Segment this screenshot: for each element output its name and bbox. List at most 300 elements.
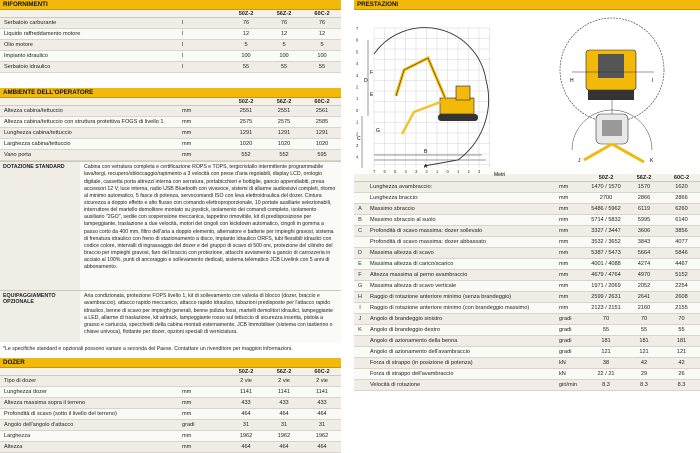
row-value: 464 (303, 442, 341, 453)
row-value: 2551 (265, 106, 303, 117)
row-label: Olio motore (0, 40, 180, 51)
excavator-front-icon (560, 18, 664, 128)
y-tick-label: 1 (356, 96, 359, 102)
row-value: 464 (227, 442, 265, 453)
row-value: 4679 / 4764 (587, 270, 625, 281)
row-value: 42 (663, 358, 700, 369)
row-value: 433 (265, 398, 303, 409)
table-row (354, 380, 700, 391)
row-label: Lunghezza dozer (0, 387, 180, 398)
row-value: 1020 (227, 139, 265, 150)
table-row (354, 248, 700, 259)
row-unit: mm (180, 442, 227, 453)
row-label: Altezza (0, 442, 180, 453)
row-unit: l (180, 29, 227, 40)
table-row (354, 259, 700, 270)
row-value: 3327 / 3447 (587, 226, 625, 237)
row-unit: mm (180, 128, 227, 139)
row-value: 2155 (663, 303, 700, 314)
dim-letter-c: C (357, 136, 361, 142)
row-label: Altezza cabina/tettuccio (0, 106, 180, 117)
row-value: 552 (227, 150, 265, 161)
table-row (0, 18, 341, 29)
row-label: Larghezza (0, 431, 180, 442)
row-value: 55 (625, 325, 663, 336)
row-letter (354, 369, 366, 380)
column-header (0, 10, 341, 18)
row-label: Profondità di scavo (sotto il livello del terreno) (0, 409, 180, 420)
y-tick-label: 6 (356, 37, 359, 43)
y-tick-label: 2 (356, 84, 359, 90)
row-value: 464 (303, 409, 341, 420)
table-row (0, 431, 341, 442)
model-header: 50Z-2 (238, 99, 254, 106)
row-label: Forza di strappo (in posizione di potenza) (366, 358, 557, 369)
ambiente-table (0, 106, 341, 161)
row-value: 5664 (625, 248, 663, 259)
row-value: 31 (303, 420, 341, 431)
row-label: Vano porta (0, 150, 180, 161)
row-value: 3843 (625, 237, 663, 248)
row-value: 1291 (303, 128, 341, 139)
row-unit: mm (180, 409, 227, 420)
row-value: 121 (587, 347, 625, 358)
row-unit: mm (557, 193, 587, 204)
row-value: 55 (265, 62, 303, 73)
row-label: Massima altezza di scavo (366, 248, 557, 259)
x-tick-label: 3 (415, 169, 418, 174)
row-label: Angolo di azionamento della benna (366, 336, 557, 347)
row-unit: mm (557, 270, 587, 281)
table-row (0, 139, 341, 150)
dim-letter-d: D (364, 78, 368, 84)
row-value: 1020 (303, 139, 341, 150)
equipaggiamento-opzionale-text: Aria condizionata, protezione FOPS livello 1, kit di sollevamento con valvola di blocco (dozer, braccio e avambraccio), attacco rapido meccanico, attacco rapido idraulico, tubazioni predisposte per l'attacco rapido idraulico, benne di scavo per impieghi generali, benne pulizia fossi, martelli demolitori idraulici, lampeggiante a LED, allarme di traslazione, kit airtrack, lampeggiante rosso sul tettuccio di sicurezza inserita, pistola a grasso e cartuccia, specchietti della cabina montati esternamente, JCB Immobiliser (sistema con tastierino o chiave univoca), flottante per dozer, opzioni speciali di verniciatura. (80, 291, 341, 342)
row-value: 2575 (227, 117, 265, 128)
row-unit: gradi (557, 325, 587, 336)
row-letter (354, 182, 366, 193)
row-value: 38 (587, 358, 625, 369)
table-row (0, 387, 341, 398)
row-value: 8.3 (663, 380, 700, 391)
row-label: Altezza massima al perno avambraccio (366, 270, 557, 281)
row-value: 100 (303, 51, 341, 62)
y-tick-label: 1 (356, 119, 359, 125)
row-value: 4274 (625, 259, 663, 270)
x-tick-label: 7 (373, 169, 376, 174)
dim-letter-j: J (578, 158, 581, 164)
row-value: 1291 (265, 128, 303, 139)
row-label: Raggio di rotazione anteriore minimo (con brandeggio massimo) (366, 303, 557, 314)
y-tick-label: 4 (356, 154, 359, 160)
reach-envelope (374, 28, 489, 166)
row-letter (354, 380, 366, 391)
x-tick-label: 3 (478, 169, 481, 174)
row-letter: K (354, 325, 366, 336)
x-tick-label: 5 (394, 169, 397, 174)
equipaggiamento-opzionale-block (0, 290, 341, 342)
row-value: 5486 / 5962 (587, 204, 625, 215)
row-letter: I (354, 303, 366, 314)
row-value: 121 (663, 347, 700, 358)
row-value: 31 (265, 420, 303, 431)
x-tick-label: 1 (457, 169, 460, 174)
row-unit: l (180, 18, 227, 29)
footnote: *Le specifiche standard e opzionali possono variare a seconda del Paese. Contattare un rivenditore per maggiori informazioni. (3, 346, 293, 353)
table-row (354, 325, 700, 336)
row-unit: mm (557, 204, 587, 215)
row-label: Angolo di azionamento dell'avambraccio (366, 347, 557, 358)
row-value: 2866 (663, 193, 700, 204)
row-unit: mm (557, 215, 587, 226)
table-row (0, 442, 341, 453)
row-value: 121 (625, 347, 663, 358)
row-label: Massima altezza di carico/scarico (366, 259, 557, 270)
row-value: 1470 / 1570 (587, 182, 625, 193)
row-value: 2 vie (303, 376, 341, 387)
row-unit: mm (180, 106, 227, 117)
row-unit: mm (557, 248, 587, 259)
prestazioni-table (354, 182, 700, 391)
table-row (354, 369, 700, 380)
right-column (354, 0, 700, 391)
row-label: Serbatoio carburante (0, 18, 180, 29)
row-value: 76 (265, 18, 303, 29)
table-row (354, 336, 700, 347)
row-value: 100 (227, 51, 265, 62)
y-tick-label: 3 (356, 143, 359, 148)
row-value: 4001 / 4088 (587, 259, 625, 270)
dim-letter-i: I (652, 78, 654, 84)
rifornimenti-table (0, 18, 341, 73)
table-row (354, 281, 700, 292)
row-value: 70 (625, 314, 663, 325)
row-value: 4077 (663, 237, 700, 248)
x-tick-label: 2 (425, 169, 428, 174)
row-letter: J (354, 314, 366, 325)
row-value: 595 (303, 150, 341, 161)
row-label: Tipo di dozer (0, 376, 180, 387)
table-row (0, 29, 341, 40)
model-header: 50Z-2 (238, 11, 254, 17)
row-value: 31 (227, 420, 265, 431)
row-value: 2599 / 2631 (587, 292, 625, 303)
row-value: 3856 (663, 226, 700, 237)
row-unit: giri/min (557, 380, 587, 391)
dim-letter-e: E (370, 92, 374, 98)
row-value: 8.3 (625, 380, 663, 391)
row-letter (354, 193, 366, 204)
row-letter (354, 336, 366, 347)
x-tick-label: 2 (467, 169, 470, 174)
dim-letter-b: B (424, 149, 428, 155)
row-value: 4970 (625, 270, 663, 281)
left-column (0, 0, 341, 453)
row-value: 70 (587, 314, 625, 325)
row-value: 2561 (303, 106, 341, 117)
y-tick-label: 3 (356, 72, 359, 78)
table-row (0, 409, 341, 420)
row-value: 42 (625, 358, 663, 369)
model-header: 56Z-2 (276, 99, 292, 106)
row-label: Angolo dell'angolo d'attacco (0, 420, 180, 431)
table-row (354, 303, 700, 314)
row-letter: A (354, 204, 366, 215)
row-value: 5 (303, 40, 341, 51)
row-value: 2254 (663, 281, 700, 292)
row-value: 464 (265, 442, 303, 453)
row-letter: D (354, 248, 366, 259)
row-value: 6119 (625, 204, 663, 215)
row-value: 433 (303, 398, 341, 409)
y-tick-label: 0 (356, 107, 359, 113)
row-value: 181 (587, 336, 625, 347)
y-tick-label: 4 (356, 61, 359, 67)
row-unit: l (180, 40, 227, 51)
row-letter (354, 237, 366, 248)
row-value: 2700 (587, 193, 625, 204)
column-header (0, 368, 341, 376)
table-row (354, 292, 700, 303)
row-label: Massimo sbraccio (366, 204, 557, 215)
row-value: 2 vie (227, 376, 265, 387)
dim-letter-h: H (570, 78, 574, 84)
row-value: 1020 (265, 139, 303, 150)
row-unit: mm (557, 237, 587, 248)
row-label: Profondità di scavo massima: dozer abbassato (366, 237, 557, 248)
row-value: 5 (227, 40, 265, 51)
column-header (0, 98, 341, 106)
row-value: 2575 (265, 117, 303, 128)
model-header: 56Z-2 (276, 369, 292, 376)
x-tick-label: 4 (404, 169, 407, 174)
row-unit: gradi (180, 420, 227, 431)
model-header: 56Z-2 (636, 175, 652, 181)
table-row (354, 204, 700, 215)
table-row (0, 150, 341, 161)
row-value: 55 (303, 62, 341, 73)
table-row (0, 40, 341, 51)
row-value: 55 (663, 325, 700, 336)
equipaggiamento-opzionale-title: EQUIPAGGIAMENTO OPZIONALE (0, 291, 80, 342)
row-value: 5152 (663, 270, 700, 281)
table-row (0, 106, 341, 117)
row-letter: F (354, 270, 366, 281)
row-unit: mm (180, 117, 227, 128)
table-row (0, 398, 341, 409)
row-value: 2 vie (265, 376, 303, 387)
row-label: Impianto idraulico (0, 51, 180, 62)
row-label: Serbatoio idraulico (0, 62, 180, 73)
row-unit: gradi (557, 336, 587, 347)
row-value: 2641 (625, 292, 663, 303)
model-header: 60C-2 (673, 175, 690, 181)
row-unit: mm (557, 303, 587, 314)
row-value: 2585 (303, 117, 341, 128)
row-value: 5995 (625, 215, 663, 226)
row-unit: mm (557, 292, 587, 303)
row-value: 2866 (625, 193, 663, 204)
y-tick-label: 5 (356, 49, 359, 55)
row-value: 3532 / 3652 (587, 237, 625, 248)
row-label: Massimo sbraccio al suolo (366, 215, 557, 226)
row-unit (180, 376, 227, 387)
row-label: Larghezza cabina/tettuccio (0, 139, 180, 150)
row-letter: G (354, 281, 366, 292)
row-unit: mm (180, 431, 227, 442)
row-value: 2551 (227, 106, 265, 117)
row-label: Velocità di rotazione (366, 380, 557, 391)
row-letter: H (354, 292, 366, 303)
row-unit: gradi (557, 314, 587, 325)
row-value: 8.3 (587, 380, 625, 391)
row-value: 181 (663, 336, 700, 347)
x-tick-label: 0 (446, 169, 449, 174)
x-tick-label: 6 (383, 169, 386, 174)
table-row (0, 420, 341, 431)
table-row (0, 62, 341, 73)
row-unit: mm (557, 259, 587, 270)
row-unit: mm (557, 226, 587, 237)
table-row (0, 117, 341, 128)
row-value: 5 (265, 40, 303, 51)
row-label: Lunghezza braccio: (366, 193, 557, 204)
row-unit: mm (557, 281, 587, 292)
row-value: 2608 (663, 292, 700, 303)
row-unit: l (180, 51, 227, 62)
section-title-dozer: DOZER (0, 358, 341, 368)
row-value: 6140 (663, 215, 700, 226)
table-row (354, 182, 700, 193)
row-label: Angolo di brandeggio sinistro (366, 314, 557, 325)
row-value: 464 (227, 409, 265, 420)
row-value: 76 (303, 18, 341, 29)
row-value: 5714 / 5832 (587, 215, 625, 226)
section-title-ambiente: AMBIENTE DELL'OPERATORE (0, 88, 341, 98)
row-value: 22 / 21 (587, 369, 625, 380)
row-value: 6260 (663, 204, 700, 215)
dim-letter-a: A (424, 164, 428, 170)
row-unit: gradi (557, 347, 587, 358)
row-value: 26 (663, 369, 700, 380)
row-value: 29 (625, 369, 663, 380)
row-value: 2052 (625, 281, 663, 292)
table-row (354, 347, 700, 358)
row-label: Liquido raffreddamento motore (0, 29, 180, 40)
y-tick-label: 2 (356, 131, 359, 137)
dozer-table (0, 376, 341, 453)
row-value: 100 (265, 51, 303, 62)
model-header: 60C-2 (314, 99, 330, 106)
row-letter: B (354, 215, 366, 226)
dim-letter-g: G (376, 128, 380, 134)
row-unit: l (180, 62, 227, 73)
row-value: 1141 (227, 387, 265, 398)
row-value: 12 (227, 29, 265, 40)
row-value: 76 (227, 18, 265, 29)
column-header (354, 174, 700, 182)
row-value: 181 (625, 336, 663, 347)
row-value: 4467 (663, 259, 700, 270)
row-letter (354, 358, 366, 369)
row-label: Forza di strappo dell'avambraccio (366, 369, 557, 380)
row-unit: mm (180, 398, 227, 409)
row-value: 1962 (227, 431, 265, 442)
table-row (354, 215, 700, 226)
row-value: 5387 / 5473 (587, 248, 625, 259)
row-value: 1570 (625, 182, 663, 193)
model-header: 50Z-2 (598, 175, 614, 181)
row-value: 552 (265, 150, 303, 161)
model-header: 60C-2 (314, 11, 330, 17)
table-row (354, 226, 700, 237)
x-ticks (373, 169, 481, 174)
table-row (354, 270, 700, 281)
table-row (354, 314, 700, 325)
model-header: 56Z-2 (276, 11, 292, 17)
row-unit: mm (180, 387, 227, 398)
row-label: Angolo di brandeggio destro (366, 325, 557, 336)
row-unit: mm (557, 182, 587, 193)
dotazione-standard-text: Cabina con vetratura completa e certificazione ROPS e TOPS, tergicristallo intermittente programmabile lava/tergi, recupero/sbloccaggio/rapimento a 3 velocità con prese d'aria regolabili, display LCD, orologio digitale, cassetta porta attrezzi interna con serratura, portabicchieri e bottiglie, gancio appendiabiti, presa accessori 12 V, luce interna, radio USB Bluetooth con vivavoce, sistemi di allarme audiovisivi completi, ritorno al minimo automatico, 5 fasce di potenza, servocomandi ISO con leva elettroidraulica del dozer. Cintura sicurezza a doppio effetto e alto flusso con comando elettroproporzionale, 10 portate ausiliarie selezionabili, interruttore del martello demolitore montato su joystick, isolamento dei comandi completo, isolamento ausiliario "2GO", sedile con sospensione meccanica, tappetino rimovibile, kit di predisposizione per lampeggiante, traslazione a due velocità, motori dei cingoli con kickdown automatico, cingoli in gomma a passo corto da 400 mm, filtro dell'aria a doppio elemento, alternatore e batterie per impieghi gravosi, sistema di frenatura idraulico con freno di stazionamento a disco, impianto idraulico ORFS, tubi flessibili idraulici con codice colore, intervalli di ingrassaggio del dozer e del gruppo di scavo di 500 ore, protezione del cilindro del braccio per impieghi gravosi, faro del braccio con protezione, attacchi avviamento a gancio di carrozzeria in acciaio al 100%, punti di ancoraggio e sollevamento dedicati, sistema telematico JCB Livelink con 5 anni di abbonamento. (80, 162, 341, 290)
row-value: 1971 / 2069 (587, 281, 625, 292)
model-header: 60C-2 (314, 369, 330, 376)
row-value: 55 (227, 62, 265, 73)
row-value: 12 (303, 29, 341, 40)
table-row (354, 358, 700, 369)
table-row (354, 237, 700, 248)
row-value: 1291 (227, 128, 265, 139)
row-letter: C (354, 226, 366, 237)
table-row (0, 51, 341, 62)
row-value: 1141 (303, 387, 341, 398)
row-value: 5846 (663, 248, 700, 259)
section-title-rifornimenti: RIFORNIMENTI (0, 0, 341, 10)
row-label: Altezza massima sopra il terreno (0, 398, 180, 409)
row-value: 1962 (265, 431, 303, 442)
row-value: 1620 (663, 182, 700, 193)
row-value: 3606 (625, 226, 663, 237)
dim-letter-k: K (650, 158, 654, 164)
section-title-prestazioni: PRESTAZIONI (354, 0, 700, 10)
model-header: 50Z-2 (238, 369, 254, 376)
row-label: Raggio di rotazione anteriore minimo (senza brandeggio) (366, 292, 557, 303)
row-value: 70 (663, 314, 700, 325)
row-value: 12 (265, 29, 303, 40)
row-unit: mm (180, 139, 227, 150)
row-label: Lunghezza avambraccio: (366, 182, 557, 193)
row-value: 2160 (625, 303, 663, 314)
row-value: 1962 (303, 431, 341, 442)
row-unit: kN (557, 358, 587, 369)
row-letter (354, 347, 366, 358)
dotazione-standard-block (0, 161, 341, 290)
row-label: Massima altezza di scavo verticale (366, 281, 557, 292)
table-row (0, 128, 341, 139)
dotazione-standard-title: DOTAZIONE STANDARD (0, 162, 80, 290)
row-label: Profondità di scavo massima: dozer sollevato (366, 226, 557, 237)
table-row (354, 193, 700, 204)
row-value: 464 (265, 409, 303, 420)
row-label: Altezza cabina/tettuccio con struttura protettiva FOGS di livello 1 (0, 117, 180, 128)
metri-label: Metri (494, 172, 506, 178)
excavator-top-icon (572, 110, 652, 162)
row-value: 2123 / 2151 (587, 303, 625, 314)
row-value: 1141 (265, 387, 303, 398)
row-value: 55 (587, 325, 625, 336)
row-letter: E (354, 259, 366, 270)
row-value: 433 (227, 398, 265, 409)
